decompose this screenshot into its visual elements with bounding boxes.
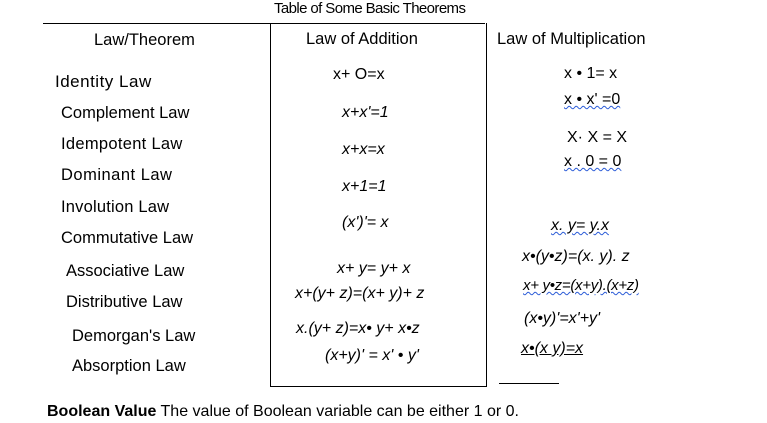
addition-associative: x+(y+ z)=(x+ y)+ z (295, 285, 425, 302)
law-commutative: Commutative Law (61, 229, 194, 247)
multiplication-commutative: x. y= y.x (551, 217, 609, 234)
law-involution: Involution Law (61, 198, 170, 216)
column-divider-1 (270, 23, 271, 386)
addition-complement: x+x'=1 (342, 104, 389, 121)
column-divider-2 (486, 23, 487, 386)
addition-commutative: x+ y= y+ x (337, 260, 411, 277)
multiplication-absorption: x•(x y)=x (521, 340, 584, 357)
multiplication-complement: x • x' =0 (564, 91, 621, 108)
law-demorgan: Demorgan's Law (72, 327, 196, 345)
addition-dominant: x+1=1 (342, 178, 387, 195)
law-idempotent: Idempotent Law (61, 135, 183, 153)
multiplication-associative: x•(y•z)=(x. y). z (522, 248, 630, 265)
multiplication-demorgan: (x•y)'=x'+y' (524, 310, 601, 327)
law-dominant: Dominant Law (61, 166, 173, 184)
table-title: Table of Some Basic Theorems (274, 0, 466, 17)
addition-idempotent: x+x=x (342, 141, 385, 158)
addition-identity: x+ O=x (333, 66, 385, 83)
law-complement: Complement Law (61, 104, 190, 122)
right-bottom-line (499, 383, 559, 384)
law-distributive: Distributive Law (66, 293, 183, 311)
multiplication-dominant: x . 0 = 0 (564, 153, 622, 170)
addition-demorgan: (x+y)' = x' • y' (325, 347, 419, 364)
boolean-value-definition: The value of Boolean variable can be either 1 or 0. (156, 403, 519, 420)
addition-involution: (x')'= x (342, 214, 389, 231)
boolean-value-term: Boolean Value (47, 403, 157, 420)
boolean-value-note (47, 403, 519, 421)
top-border-line (43, 23, 485, 24)
bottom-border-line (270, 386, 487, 387)
law-identity: Identity Law (55, 72, 152, 91)
addition-distributive: x.(y+ z)=x• y+ x•z (296, 320, 420, 337)
law-absorption: Absorption Law (72, 357, 186, 375)
law-associative: Associative Law (66, 262, 185, 280)
multiplication-idempotent: X· X = X (567, 129, 628, 146)
header-law-theorem: Law/Theorem (94, 31, 195, 49)
header-law-of-addition: Law of Addition (306, 30, 418, 48)
multiplication-distributive: x+ y•z=(x+y).(x+z) (523, 277, 639, 294)
header-law-of-multiplication: Law of Multiplication (497, 30, 646, 48)
multiplication-identity: x • 1= x (564, 65, 618, 82)
